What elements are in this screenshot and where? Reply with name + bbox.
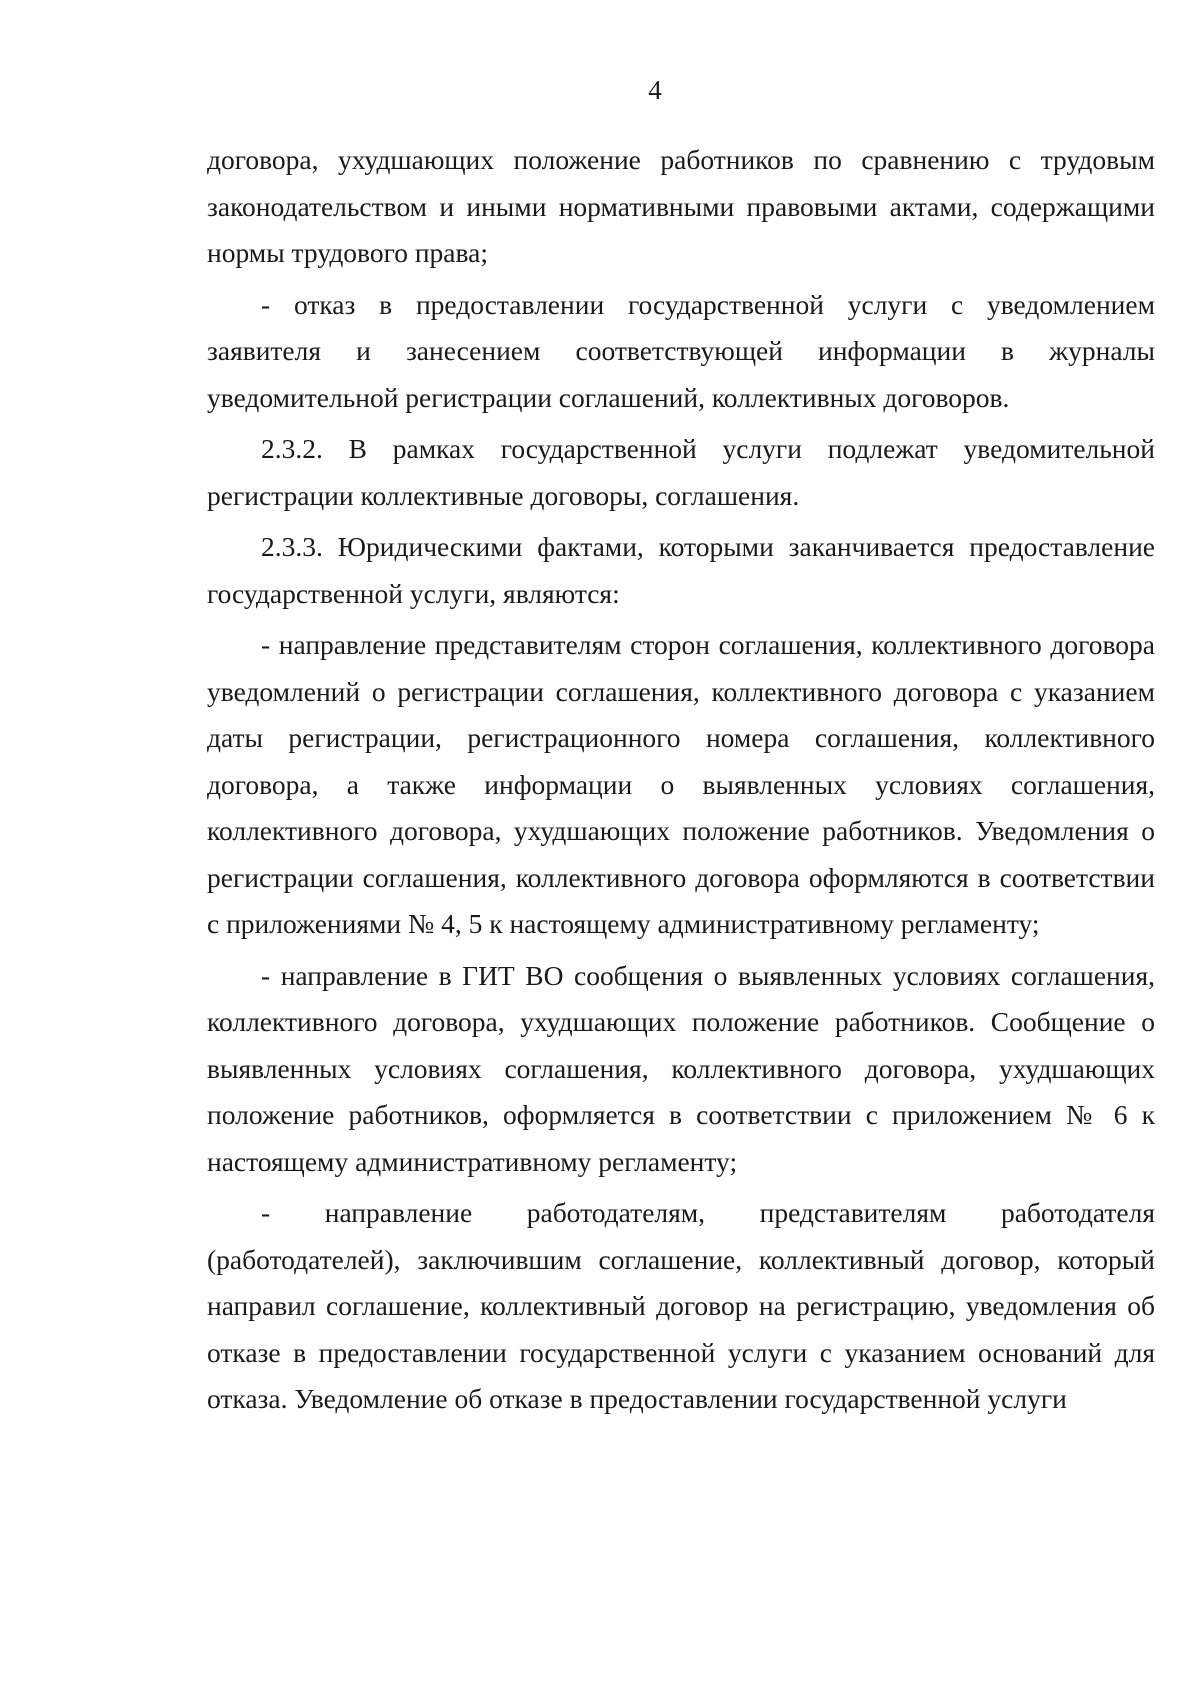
paragraph-refusal-notice: - направление работодателям, представителям работодателя (работодателей), заключившим соглашение, коллективный договор, который направил соглашение, коллективный договор на регистрацию, уведомления об отказе в предоставлении государственной услуги с указанием оснований для отказа. Уведомление об отказе в предоставлении государственной услуги bbox=[207, 1197, 1155, 1414]
paragraph-2-3-3: 2.3.3. Юридическими фактами, которыми заканчивается предоставление государственной услуги, являются: bbox=[207, 531, 1155, 609]
paragraph-continuation: договора, ухудшающих положение работников по сравнению с трудовым законодательством и иными нормативными правовыми актами, содержащими нормы трудового права; bbox=[207, 144, 1155, 268]
document-body bbox=[207, 137, 1155, 1428]
paragraph-refusal: - отказ в предоставлении государственной услуги с уведомлением заявителя и занесением соответствующей информации в журналы уведомительной регистрации соглашений, коллективных договоров. bbox=[207, 288, 1155, 413]
paragraph-notification-parties: - направление представителям сторон соглашения, коллективного договора уведомлений о регистрации соглашения, коллективного договора с указанием даты регистрации, регистрационного номера соглашения, коллективного договора, а также информации о выявленных условиях соглашения, коллективного договора, ухудшающих положение работников. Уведомления о регистрации соглашения, коллективного договора оформляются в соответствии с приложениями № 4, 5 к настоящему административному регламенту; bbox=[207, 629, 1155, 939]
paragraph-message-git: - направление в ГИТ ВО сообщения о выявленных условиях соглашения, коллективного договора, ухудшающих положение работников. Сообщение о выявленных условиях соглашения, коллективного договора, ухудшающих положение работников, оформляется в соответствии с приложением № 6 к настоящему административному регламенту; bbox=[207, 959, 1155, 1177]
page-number: 4 bbox=[648, 75, 662, 105]
paragraph-2-3-2: 2.3.2. В рамках государственной услуги подлежат уведомительной регистрации коллективные договоры, соглашения. bbox=[207, 433, 1155, 511]
